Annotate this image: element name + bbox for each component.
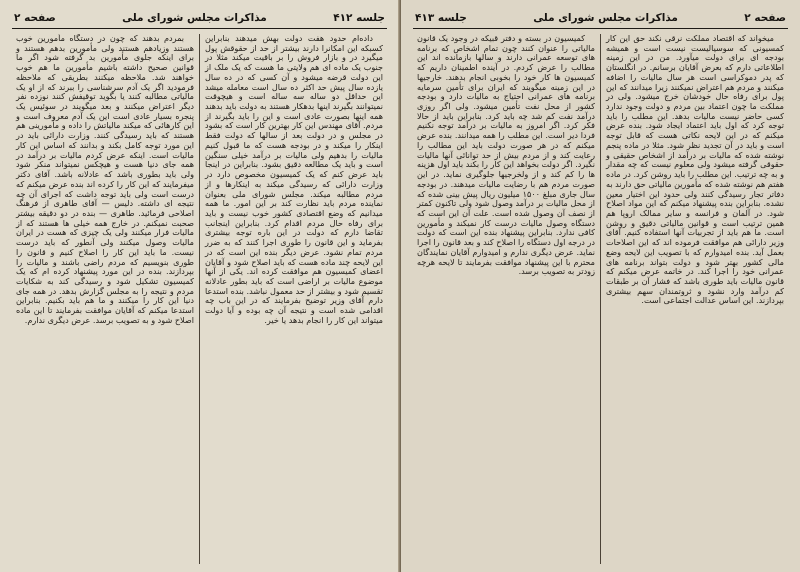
right-page <box>401 0 800 572</box>
left-header-rule <box>12 28 387 29</box>
right-column-divider <box>600 34 601 564</box>
right-title-label: مذاکرات مجلس شورای ملی <box>533 12 678 24</box>
left-column-right-text: داده‌ام حدود هفت دولت بهش میدهند بنابراین کسبکه این امکانرا دارند بیشتر از حد از حقوقش پول میگیرد در و بازار فروش را بر باقیت میکند مثلا در جنوب یک ماده ای هم ولایتی ما هست که یک ملک از این دولت قرضه میشود و آن کسی که در ده سال یازده سال پیش حد اکثر ده سال است معامله میشد این حداقل دو ساله سه ساله است و هیچوقت نمیتوانند بگیرند اینها بدهکار هستند به دولت باید بدهند همه اینها بصورت عادی است و این را باید بگیرند از مردم. آقای مهندس این کار بهترین کار است که بشود در مجلس و در دولت بعد از سالها که دولت فقط اینکار را میکند و در بودجه هست که ما قبول کنیم مالیات را بدهیم ولی مالیات بر درآمد خیلی سنگین است و باید یک مطالعه دقیق بشود. بنابراین در اینجا باید عرض کنم که یک کمیسیون مخصوص دارد در وزارت دارائی که رسیدگی میکند به اینکارها و از مردم مطالبه میکند. مجلس شورای ملی بعنوان نماینده مردم باید نظارت کند بر این امور. ما همه میدانیم که وضع اقتصادی کشور خوب نیست و باید برای رفاه حال مردم اقدام کرد. بنابراین اینجانب تقاضا دارم که دولت در این باره توجه بیشتری بفرماید و این قانون را طوری اجرا کنند که به ضرر مردم تمام نشود. عرض دیگر بنده این است که در این لایحه چند ماده هست که باید اصلاح شود و آقایان اعضای کمیسیون هم موافقت کرده اند. یکی از آنها موضوع مالیات بر اراضی است که باید بطور عادلانه تقسیم شود و بیشتر از حد معمول نباشد. بنده استدعا دارم آقای وزیر توضیح بفرمایند که در این باب چه اقدامی شده است و نتیجه آن چه بوده و آیا دولت میتواند این کار را انجام بدهد یا خیر. <box>205 34 383 325</box>
left-session-label: جلسه ۴۱۲ <box>333 12 385 24</box>
left-col-label: صفحه ۲ <box>14 12 56 24</box>
left-columns <box>12 34 387 564</box>
right-columns <box>413 34 788 564</box>
left-page <box>0 0 399 572</box>
right-column-left <box>413 34 599 564</box>
right-page-no-label: صفحه ۲ <box>744 12 786 24</box>
left-title-label: مذاکرات مجلس شورای ملی <box>122 12 267 24</box>
right-column-left-text: کمیسیون در بسته و دفتر قبیکه در وجود یک قانون مالیاتی را عنوان کنند چون تمام اشخاص که برنامه های توسعه عمرانی دارند و سالها بازمانده اند این مطالب را عرض کردم. در آینده اطمینان داریم که کمیسیون ها کار خود را بخوبی انجام بدهند. خارجیها در این زمینه میگویند که ایران برای تأمین سرمایه برنامه های عمرانی احتیاج به مالیات دارد و بودجه کشور از محل نفت تأمین میشود. ولی اگر روزی درآمد نفت کم شد چه باید کرد. بنابراین باید از حالا فکر کرد. اگر امروز به مالیات بر درآمد توجه نکنیم فردا دیر است. این مطلب را همه میدانند. بنده عرض میکنم که در هر صورت دولت باید این مطالب را رعایت کند و از مردم بیش از حد توانائی آنها مالیات نگیرد. اگر دولت بخواهد این کار را بکند باید اول هزینه ها را کم کند و از ولخرجیها جلوگیری نماید. در این صورت مردم هم با رضایت مالیات میدهند. در بودجه سال جاری مبلغ ۱۵۰۰ میلیون ریال پیش بینی شده که از محل مالیات بر درآمد وصول شود ولی تاکنون کمتر از نصف آن وصول شده است. علت آن این است که دستگاه وصول مالیات درست کار نمیکند و مأمورین کافی ندارد. بنابراین پیشنهاد بنده این است که دولت در درجه اول دستگاه را اصلاح کند و بعد قانون را اجرا نماید. عرض دیگری ندارم و امیدوارم آقایان نمایندگان محترم با این پیشنهاد موافقت بفرمایند تا لایحه هرچه زودتر به تصویب برسد. <box>417 34 595 277</box>
right-page-header <box>415 10 786 26</box>
right-session-label: جلسه ۴۱۳ <box>415 12 467 24</box>
left-column-left <box>12 34 198 564</box>
left-column-left-text: بمردم بدهند که چون در دستگاه مأمورین خوب هستند وزیادهم هستند ولی مأمورین بدهم هستند و برای اینکه جلوی مأمورین بد گرفته شود اگر ما قوانین صحیح داشته باشیم مأمورین ما هم خوب خواهند شد. ملاحظه میکنند بطریقی که ملاحظه فرمودید اگر یک آدم سرشناسی را ببرند که از او یک مالیاتی مطالبه کنند یا بگوید توقیفش کنند نوزده نفر دیگر اعتراض میکنند و بعد میگویند در سوئیس یک پنجره بسیار عادی است این یک آدم معروف است و این کارهائی که میکند مالیاتش را داده و مأمورینی هم هستند که باید رسیدگی کنند. وزارت دارائی باید در این مورد توجه کامل بکند و بدانند که اساس این کار مالیات است. اینکه عرض کردم مالیات بر درآمد در همه جای دنیا هست و هیچکس نمیتواند منکر شود ولی باید بطوری باشد که عادلانه باشد. آقای دکتر میفرمایند که این کار را کرده اند بنده عرض میکنم که درست است ولی باید توجه داشت که اجرای آن چه نتیجه ای داشته. دلیس — آقای طاهری از فرهنگ اصلاحی فرمائید. طاهری — بنده در دو دقیقه بیشتر صحبت نمیکنم. در خارج همه خیلی ها هستند که از مالیات فرار میکنند ولی یک چیزی که هست در ایران مالیات وصول میکنند ولی آنطور که باید درست نیست. ما باید این کار را اصلاح کنیم و قانون را طوری بنویسیم که مردم راضی باشند و مالیات را بپردازند. بنده در این مورد پیشنهاد کرده ام که یک کمیسیون تشکیل شود و رسیدگی کند به شکایات مردم و نتیجه را به مجلس گزارش بدهد. در همه جای دنیا این کار را میکنند و ما هم باید بکنیم. بنابراین استدعا میکنم که آقایان موافقت بفرمایند تا این ماده اصلاح شود و به تصویب برسد. عرض دیگری ندارم. <box>16 34 194 325</box>
left-column-divider <box>199 34 200 564</box>
right-column-right-text: میخواند که اقتصاد مملکت نرقی نکند حق این کار کمسیونی که سوسیالیست نیست است و همیشه بودجه ای برای دولت میآورد. من در این زمینه اطلاعاتی دارم که بعرض آقایان برسانم. در انگلستان که پدر دموکراسی است هر سال مالیات را اضافه میکنند و مردم هم اعتراض نمیکنند زیرا میدانند که این پول برای رفاه حال خودشان خرج میشود. ولی در مملکت ما چون اعتماد بین مردم و دولت وجود ندارد کسی حاضر نیست مالیات بدهد. این مطلب را باید توجه کرد که اول باید اعتماد ایجاد شود. بنده عرض میکنم که در این لایحه نکاتی هست که قابل توجه است و باید در آن تجدید نظر شود. مثلا در ماده پنجم نوشته شده که مالیات بر درآمد از اشخاص حقیقی و حقوقی گرفته میشود ولی معلوم نیست که چه مقدار و به چه ترتیب. این مطلب را باید روشن کرد. در ماده هفتم هم نوشته شده که مأمورین مالیاتی حق دارند به دفاتر تجار رسیدگی کنند ولی حدود این اختیار معین نشده. بنابراین بنده پیشنهاد میکنم که این مواد اصلاح شود. در آلمان و فرانسه و سایر ممالک اروپا هم همین ترتیب است و قوانین مالیاتی دقیق و روشن است. ما هم باید از تجربیات آنها استفاده کنیم. آقای وزیر دارائی هم موافقت فرموده اند که این اصلاحات بعمل آید. بنده امیدوارم که با تصویب این لایحه وضع مالی کشور بهتر شود و دولت بتواند برنامه های عمرانی خود را اجرا کند. در خاتمه عرض میکنم که قانون مالیات باید طوری باشد که فشار آن بر طبقات کم درآمد وارد نشود و ثروتمندان سهم بیشتری بپردازند. این اساس عدالت اجتماعی است. <box>606 34 784 306</box>
left-page-header <box>14 10 385 26</box>
right-column-right <box>602 34 788 564</box>
left-column-right <box>201 34 387 564</box>
right-header-rule <box>413 28 788 29</box>
